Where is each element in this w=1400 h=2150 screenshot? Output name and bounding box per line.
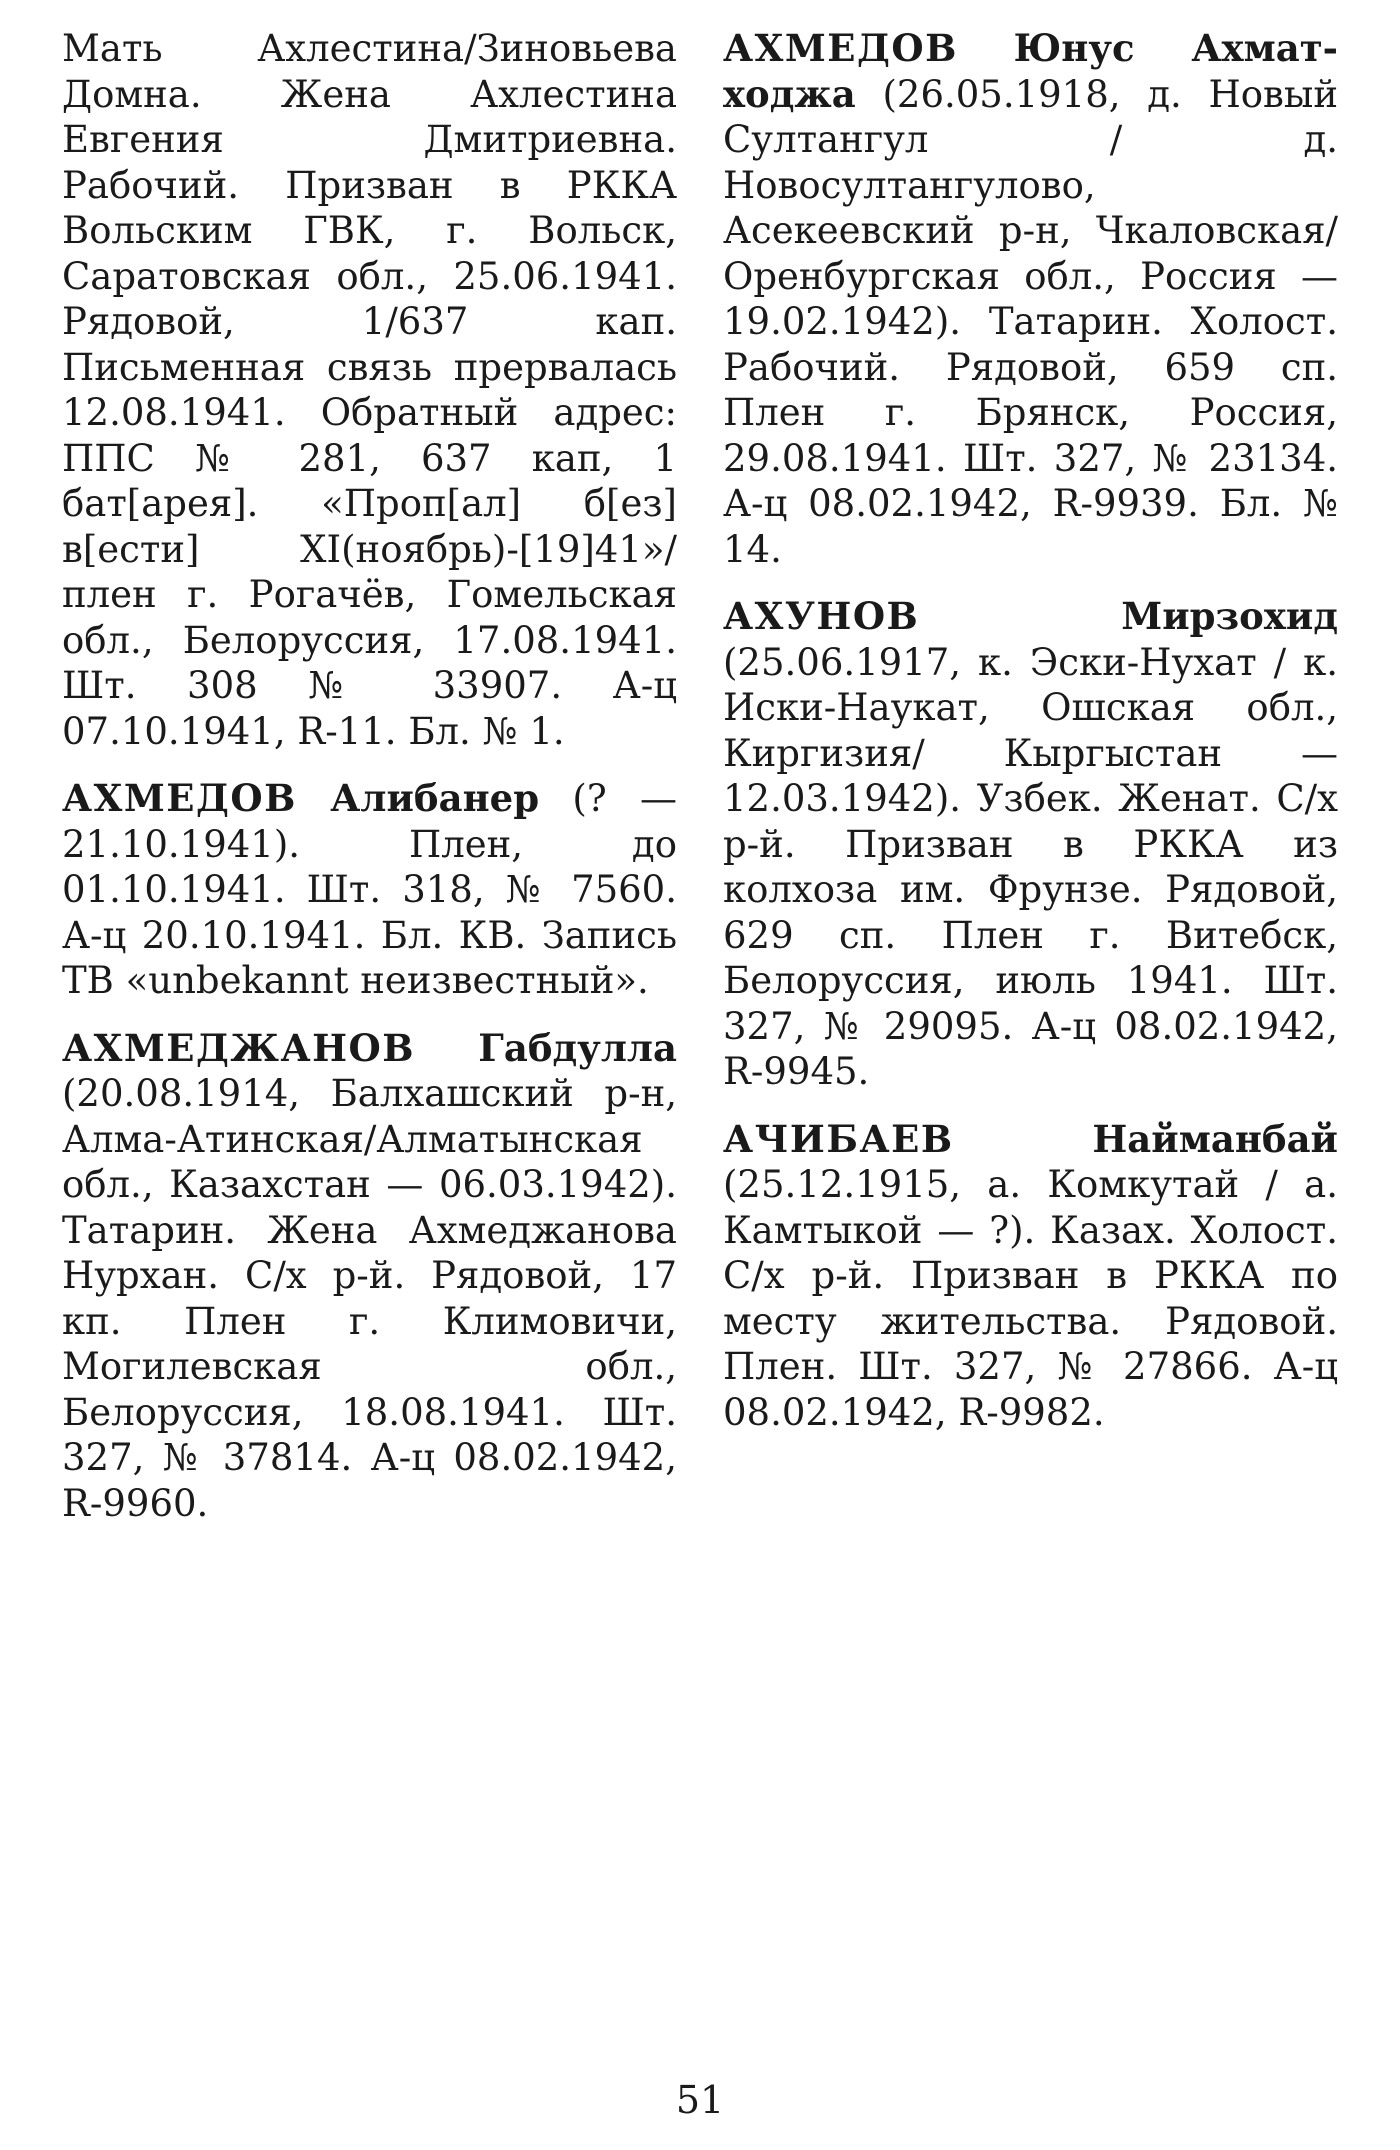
entry-given-name: Габдулла (478, 1025, 677, 1070)
entry-given-name: Мирзохид (1121, 594, 1338, 638)
entry-continuation (62, 26, 677, 754)
entry-achibaev-naymanbay (723, 1117, 1338, 1436)
right-column (723, 26, 1338, 1457)
entry-given-name: Алибанер (330, 776, 540, 820)
page-number: 51 (675, 2078, 725, 2122)
entry-akhunov-mirzokhid (723, 594, 1338, 1095)
entry-akhmedzhanov-gabdulla (62, 1026, 677, 1527)
entry-surname: АЧИБАЕВ (723, 1116, 954, 1161)
entry-text: (20.08.1914, Балхашский р-н, Алма-Атинская/Алматынская обл., Казахстан — 06.03.1942). Татарин. Жена Ахмеджанова Нурхан. С/х р-й. Рядовой, 17 кп. Плен г. Климовичи, Могилевская обл., Белоруссия, 18.08.1941. Шт. 327, № 37814. А-ц 08.02.1942, R-9960. (62, 1072, 677, 1525)
left-column (62, 26, 677, 1548)
entry-surname: АХУНОВ (723, 594, 920, 638)
entry-surname: АХМЕДОВ (723, 26, 958, 70)
entry-text: (25.12.1915, а. Комкутай / а. Камтыкой — ?). Казах. Холост. С/х р-й. Призван в РККА по месту жительства. Рядовой. Плен. Шт. 327, № 27866. А-ц 08.02.1942, R-9982. (723, 1163, 1338, 1434)
entry-text: (26.05.1918, д. Новый Султангул / д. Новосултангулово, Асекеевский р-н, Чкаловская/ Оренбургская обл., Россия — 19.02.1942). Татарин. Холост. Рабочий. Рядовой, 659 сп. Плен г. Брянск, Россия, 29.08.1941. Шт. 327, № 23134. А-ц 08.02.1942, R-9939. Бл. № 14. (723, 72, 1338, 571)
entry-surname: АХМЕДЖАНОВ (62, 1025, 416, 1070)
entry-surname: АХМЕДОВ (62, 776, 297, 820)
entry-akhmedov-yunus (723, 26, 1338, 572)
entry-text: (? — 21.10.1941). Плен, до 01.10.1941. Шт. 318, № 7560. А-ц 20.10.1941. Бл. КВ. Запись ТВ «unbekannt неизвестный». (62, 777, 678, 1002)
entry-akhmedov-alibaner (62, 776, 677, 1004)
entry-text: (25.06.1917, к. Эски-Нухат / к. Иски-Наукат, Ошская обл., Киргизия/ Кыргыстан — 12.03.1942). Узбек. Женат. С/х р-й. Призван в РККА из колхоза им. Фрунзе. Рядовой, 629 сп. Плен г. Витебск, Белоруссия, июль 1941. Шт. 327, № 29095. А-ц 08.02.1942, R-9945. (723, 640, 1338, 1093)
entry-given-name: Найманбай (1092, 1116, 1338, 1161)
entry-given-name: Юнус Ахмат-ходжа (723, 26, 1338, 116)
entry-text: Мать Ахлестина/Зиновьева Домна. Жена Ахлестина Евгения Дмитриевна. Рабочий. Призван в РККА Вольским ГВК, г. Вольск, Саратовская обл., 25.06.1941. Рядовой, 1/637 кап. Письменная связь прервалась 12.08.1941. Обратный адрес: ППС № 281, 637 кап, 1 бат[арея]. «Проп[ал] б[ез] в[ести] XI(ноябрь)-[19]41»/плен г. Рогачёв, Гомельская обл., Белоруссия, 17.08.1941. Шт. 308 № 33907. А-ц 07.10.1941, R-11. Бл. № 1. (62, 27, 677, 753)
